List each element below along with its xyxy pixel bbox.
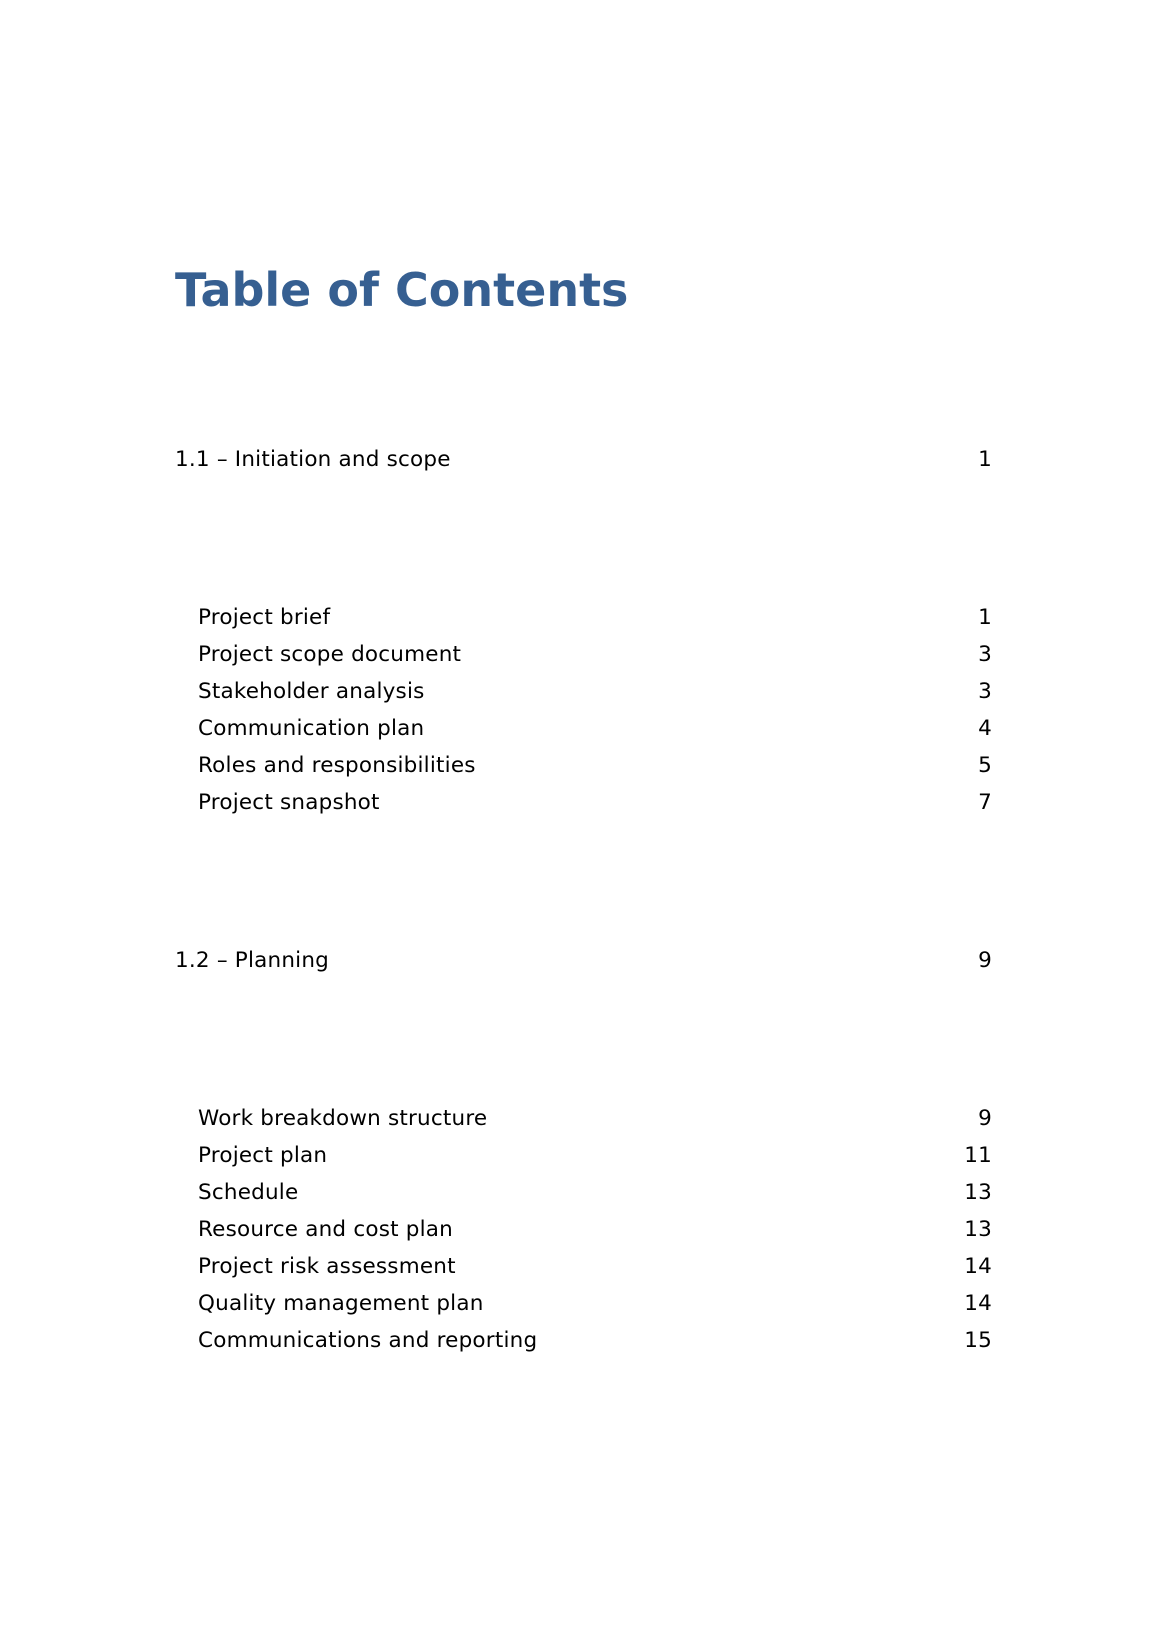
toc-entry-label: Communications and reporting [198, 1328, 538, 1353]
toc-page-number: 11 [964, 1143, 992, 1168]
toc-entry-work-breakdown-structure[interactable] [198, 1104, 992, 1134]
toc-page-number: 9 [978, 948, 992, 973]
toc-entry-quality-management-plan[interactable] [198, 1289, 992, 1319]
toc-entry-label: Roles and responsibilities [198, 753, 476, 778]
toc-page-number: 14 [964, 1291, 992, 1316]
toc-section-label: 1.2 – Planning [175, 948, 330, 973]
toc-entry-label: Work breakdown structure [198, 1106, 488, 1131]
toc-entry-project-snapshot[interactable] [198, 788, 992, 818]
toc-page-number: 13 [964, 1217, 992, 1242]
toc-section-1-1[interactable] [175, 445, 992, 475]
toc-page-number: 5 [978, 753, 992, 778]
toc-page-number: 1 [978, 605, 992, 630]
toc-entry-label: Project plan [198, 1143, 328, 1168]
toc-entry-communications-and-reporting[interactable] [198, 1326, 992, 1356]
toc-entry-label: Schedule [198, 1180, 299, 1205]
toc-entry-label: Stakeholder analysis [198, 679, 425, 704]
toc-entry-label: Resource and cost plan [198, 1217, 453, 1242]
toc-page-number: 14 [964, 1254, 992, 1279]
toc-entry-project-brief[interactable] [198, 603, 992, 633]
toc-entry-roles-and-responsibilities[interactable] [198, 751, 992, 781]
toc-entry-label: Communication plan [198, 716, 425, 741]
toc-page-number: 9 [978, 1106, 992, 1131]
toc-page-number: 3 [978, 679, 992, 704]
toc-page-number: 3 [978, 642, 992, 667]
toc-entry-project-scope-document[interactable] [198, 640, 992, 670]
toc-entry-label: Project risk assessment [198, 1254, 456, 1279]
toc-entry-project-plan[interactable] [198, 1141, 992, 1171]
toc-entry-resource-and-cost-plan[interactable] [198, 1215, 992, 1245]
toc-entry-project-risk-assessment[interactable] [198, 1252, 992, 1282]
toc-entry-label: Project snapshot [198, 790, 380, 815]
toc-section-label: 1.1 – Initiation and scope [175, 447, 451, 472]
toc-page-number: 15 [964, 1328, 992, 1353]
toc-entry-label: Quality management plan [198, 1291, 484, 1316]
toc-page-number: 4 [978, 716, 992, 741]
toc-entry-communication-plan[interactable] [198, 714, 992, 744]
toc-entry-label: Project scope document [198, 642, 462, 667]
toc-page-number: 13 [964, 1180, 992, 1205]
toc-entry-stakeholder-analysis[interactable] [198, 677, 992, 707]
toc-entry-label: Project brief [198, 605, 331, 630]
toc-entry-schedule[interactable] [198, 1178, 992, 1208]
toc-page-number: 7 [978, 790, 992, 815]
toc-section-1-2[interactable] [175, 946, 992, 976]
page-title: Table of Contents [175, 263, 629, 317]
toc-page-number: 1 [978, 447, 992, 472]
